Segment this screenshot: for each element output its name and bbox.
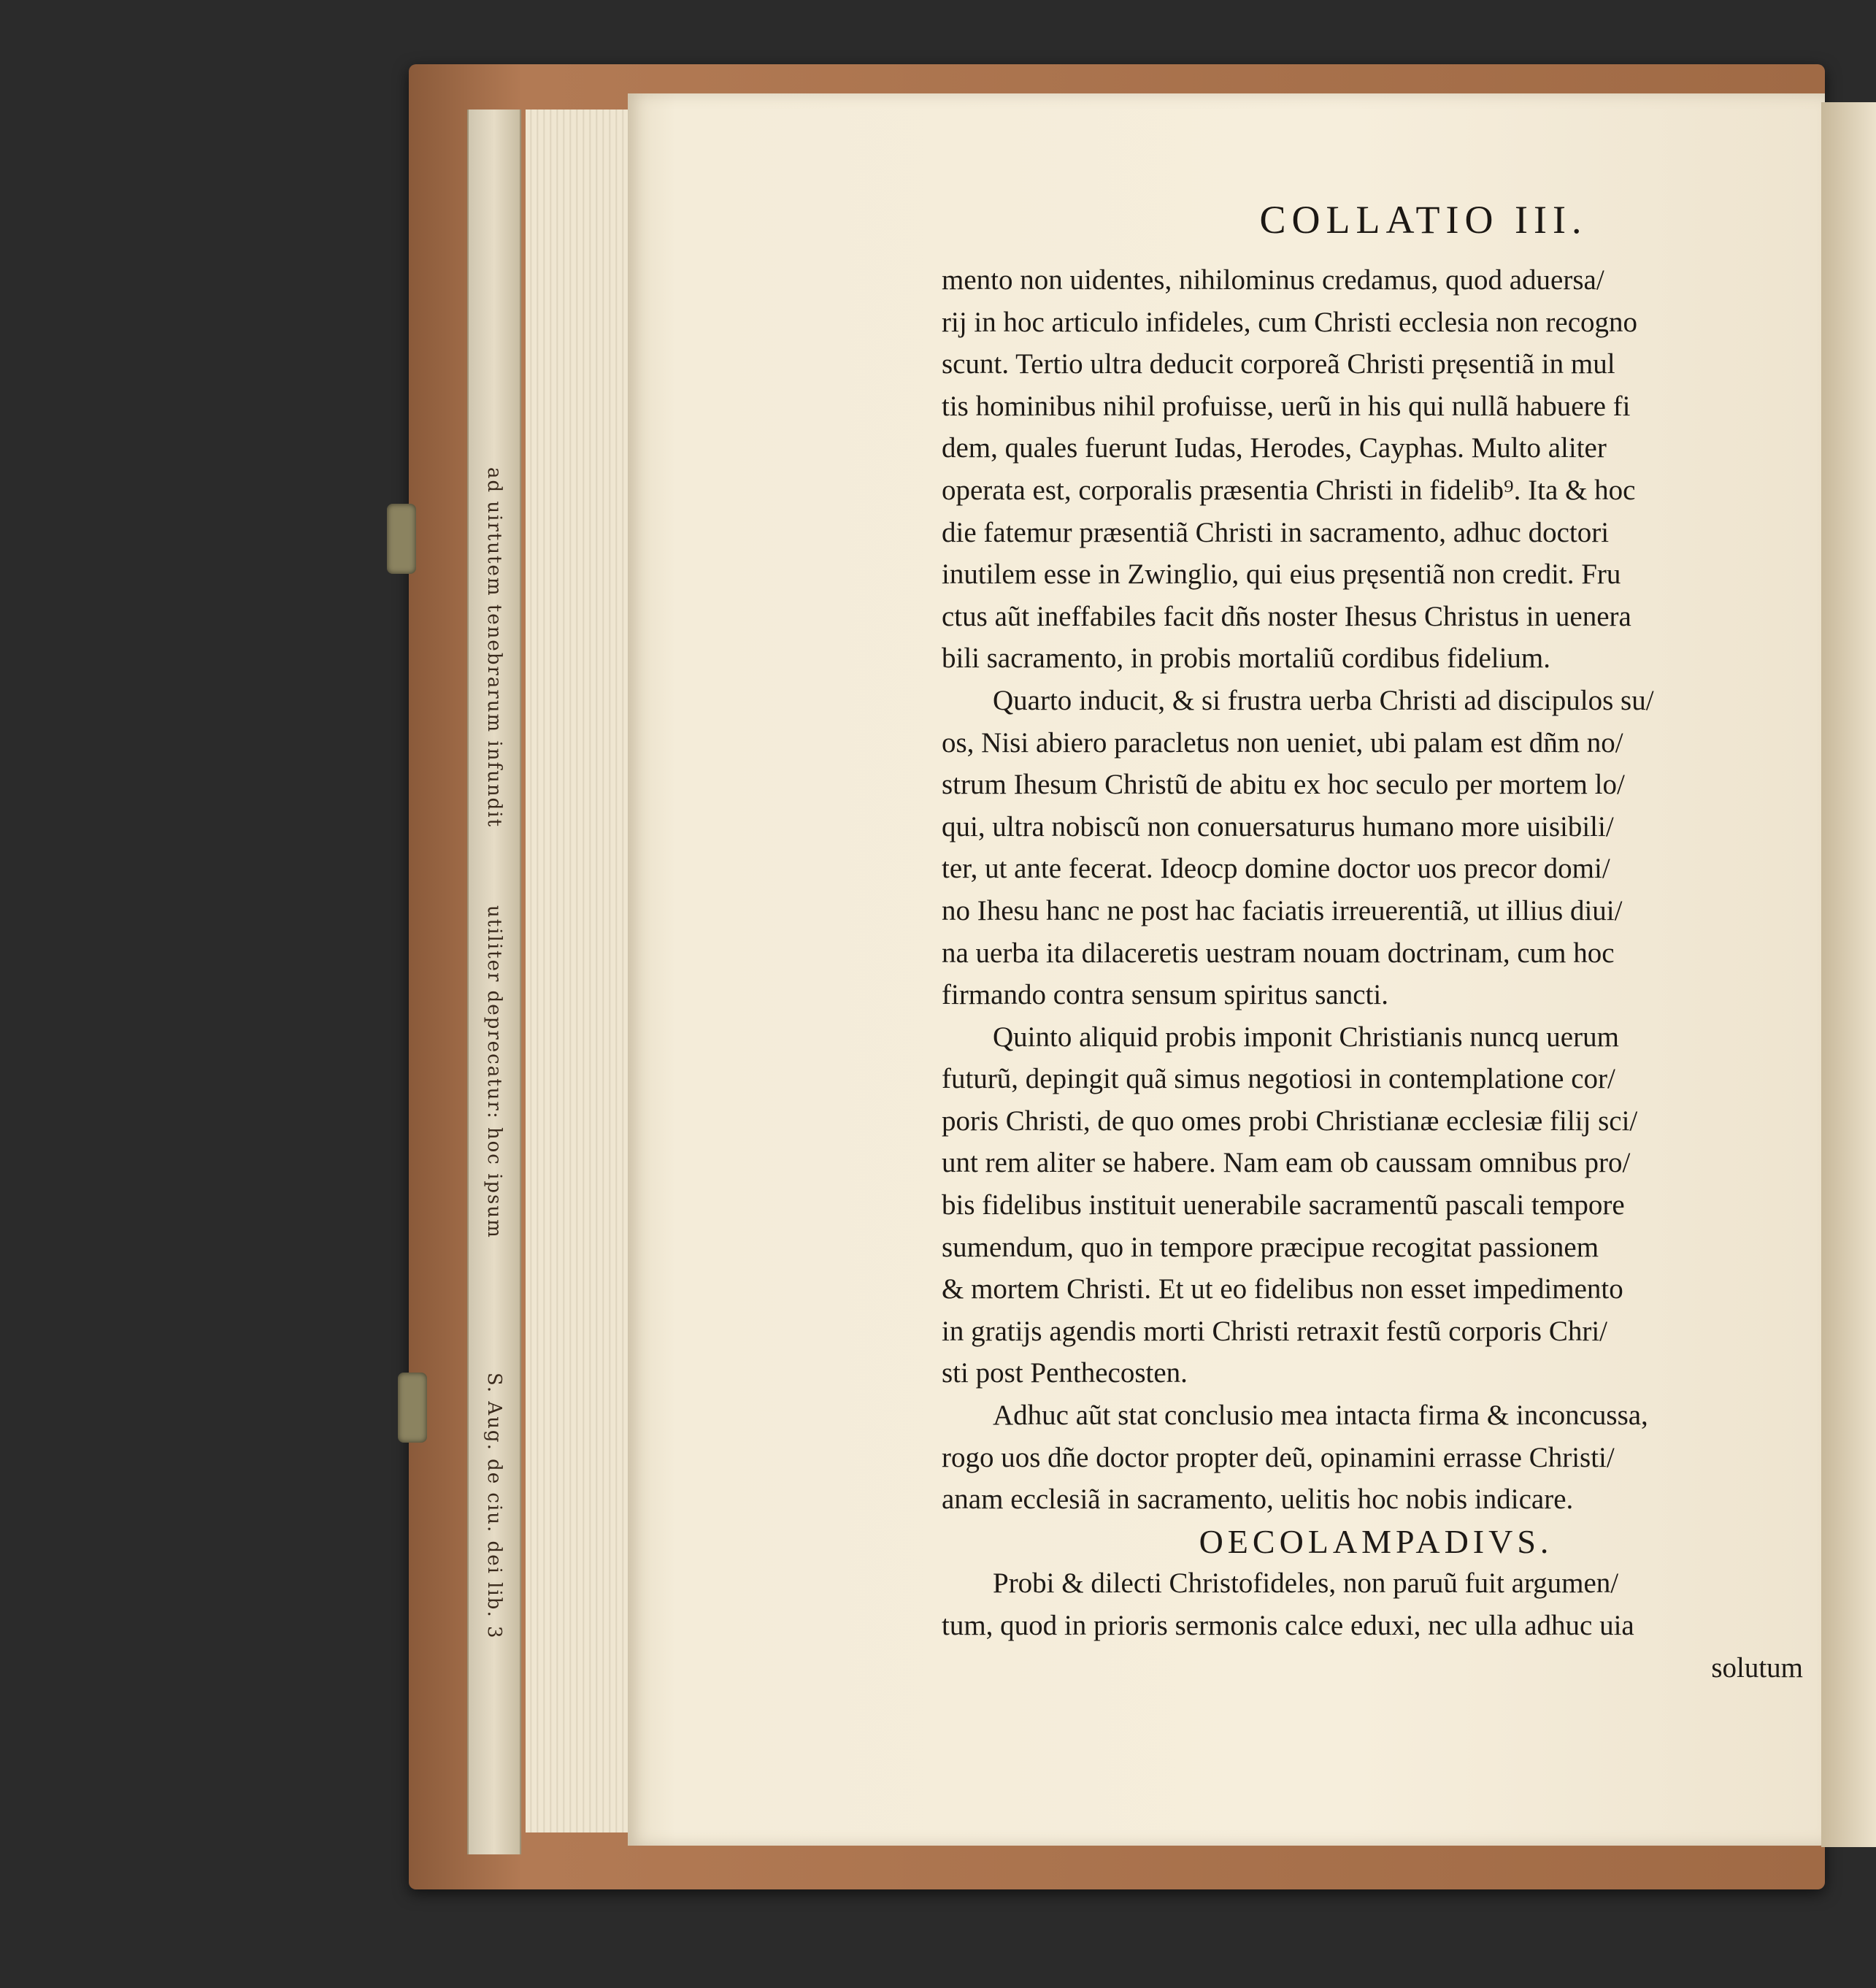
text-line: futurũ, depingit quã simus negotiosi in contemplatione cor/ bbox=[942, 1063, 1615, 1095]
text-line: anam ecclesiã in sacramento, uelitis hoc nobis indicare. bbox=[942, 1484, 1574, 1516]
running-head: COLLATIO III. bbox=[1259, 198, 1588, 242]
text-line: ctus aũt ineffabiles facit dñs noster Ihesus Christus in uenera bbox=[942, 600, 1631, 632]
text-line: tum, quod in prioris sermonis calce eduxi, nec ulla adhuc uia bbox=[942, 1610, 1634, 1641]
text-line: in gratijs agendis morti Christi retraxit festũ corporis Chri/ bbox=[942, 1315, 1608, 1347]
speaker-heading: OECOLAMPADIVS. bbox=[1199, 1522, 1553, 1560]
text-line: inutilem esse in Zwinglio, qui eius pręsentiã non credit. Fru bbox=[942, 559, 1621, 591]
text-line: operata est, corporalis præsentia Christi in fidelib⁹. Ita & hoc bbox=[942, 474, 1636, 506]
text-line: die fatemur præsentiã Christi in sacramento, adhuc doctori bbox=[942, 516, 1610, 548]
text-line: Quinto aliquid probis imponit Christianis nuncq uerum bbox=[993, 1021, 1619, 1053]
text-line: dem, quales fuerunt Iudas, Herodes, Cayphas. Multo aliter bbox=[942, 432, 1607, 464]
clasp-upper-icon bbox=[387, 504, 416, 574]
text-line: rij in hoc articulo infideles, cum Christi ecclesia non recogno bbox=[942, 306, 1638, 338]
text-line: na uerba ita dilaceretis uestram nouam doctrinam, cum hoc bbox=[942, 937, 1615, 969]
text-line: scunt. Tertio ultra deducit corporeã Christi pręsentiã in mul bbox=[942, 348, 1615, 380]
text-line: firmando contra sensum spiritus sancti. bbox=[942, 979, 1388, 1011]
text-line: poris Christi, de quo omes probi Christianæ ecclesiæ filij sci/ bbox=[942, 1105, 1638, 1137]
clasp-lower-icon bbox=[398, 1373, 427, 1443]
text-line: bili sacramento, in probis mortaliũ cordibus fidelium. bbox=[942, 642, 1551, 675]
text-line: solutum bbox=[1711, 1651, 1803, 1684]
text-line: rogo uos dñe doctor propter deũ, opinamini errasse Christi/ bbox=[942, 1441, 1615, 1473]
spine-manuscript-text-upper: ad uirtutem tenebrarum infundit bbox=[483, 467, 505, 829]
facing-page-edge bbox=[1821, 102, 1876, 1847]
page-edges bbox=[526, 110, 628, 1832]
text-line: qui, ultra nobiscũ non conuersaturus humano more uisibili/ bbox=[942, 810, 1614, 843]
text-line: sti post Penthecosten. bbox=[942, 1357, 1188, 1389]
text-line: Quarto inducit, & si frustra uerba Christi ad discipulos su/ bbox=[993, 684, 1654, 716]
text-line: ter, ut ante fecerat. Ideocp domine doctor uos precor domi/ bbox=[942, 853, 1610, 885]
text-line: unt rem aliter se habere. Nam eam ob caussam omnibus pro/ bbox=[942, 1147, 1631, 1179]
text-line: strum Ihesum Christũ de abitu ex hoc seculo per mortem lo/ bbox=[942, 769, 1625, 801]
spine-manuscript-text-lower: S. Aug. de ciu. dei lib. 3 bbox=[483, 1373, 505, 1640]
text-line: no Ihesu hanc ne post hac faciatis irreuerentiã, ut illius diui/ bbox=[942, 894, 1623, 926]
text-line: Probi & dilecti Christofideles, non paruũ fuit argumen/ bbox=[993, 1567, 1619, 1600]
text-line: sumendum, quo in tempore præcipue recogitat passionem bbox=[942, 1231, 1599, 1263]
text-line: os, Nisi abiero paracletus non ueniet, ubi palam est dñm no/ bbox=[942, 726, 1623, 759]
spine-manuscript-text-middle: utiliter deprecatur: hoc ipsum bbox=[483, 905, 505, 1239]
text-line: mento non uidentes, nihilominus credamus, quod aduersa/ bbox=[942, 264, 1604, 296]
text-line: Adhuc aũt stat conclusio mea intacta firma & inconcussa, bbox=[993, 1400, 1648, 1432]
body-text bbox=[942, 259, 1810, 1689]
text-line: bis fidelibus instituit uenerabile sacramentũ pascali tempore bbox=[942, 1189, 1625, 1221]
text-line: & mortem Christi. Et ut eo fidelibus non esset impedimento bbox=[942, 1273, 1623, 1305]
text-line: tis hominibus nihil profuisse, uerũ in his qui nullã habuere fi bbox=[942, 390, 1631, 422]
